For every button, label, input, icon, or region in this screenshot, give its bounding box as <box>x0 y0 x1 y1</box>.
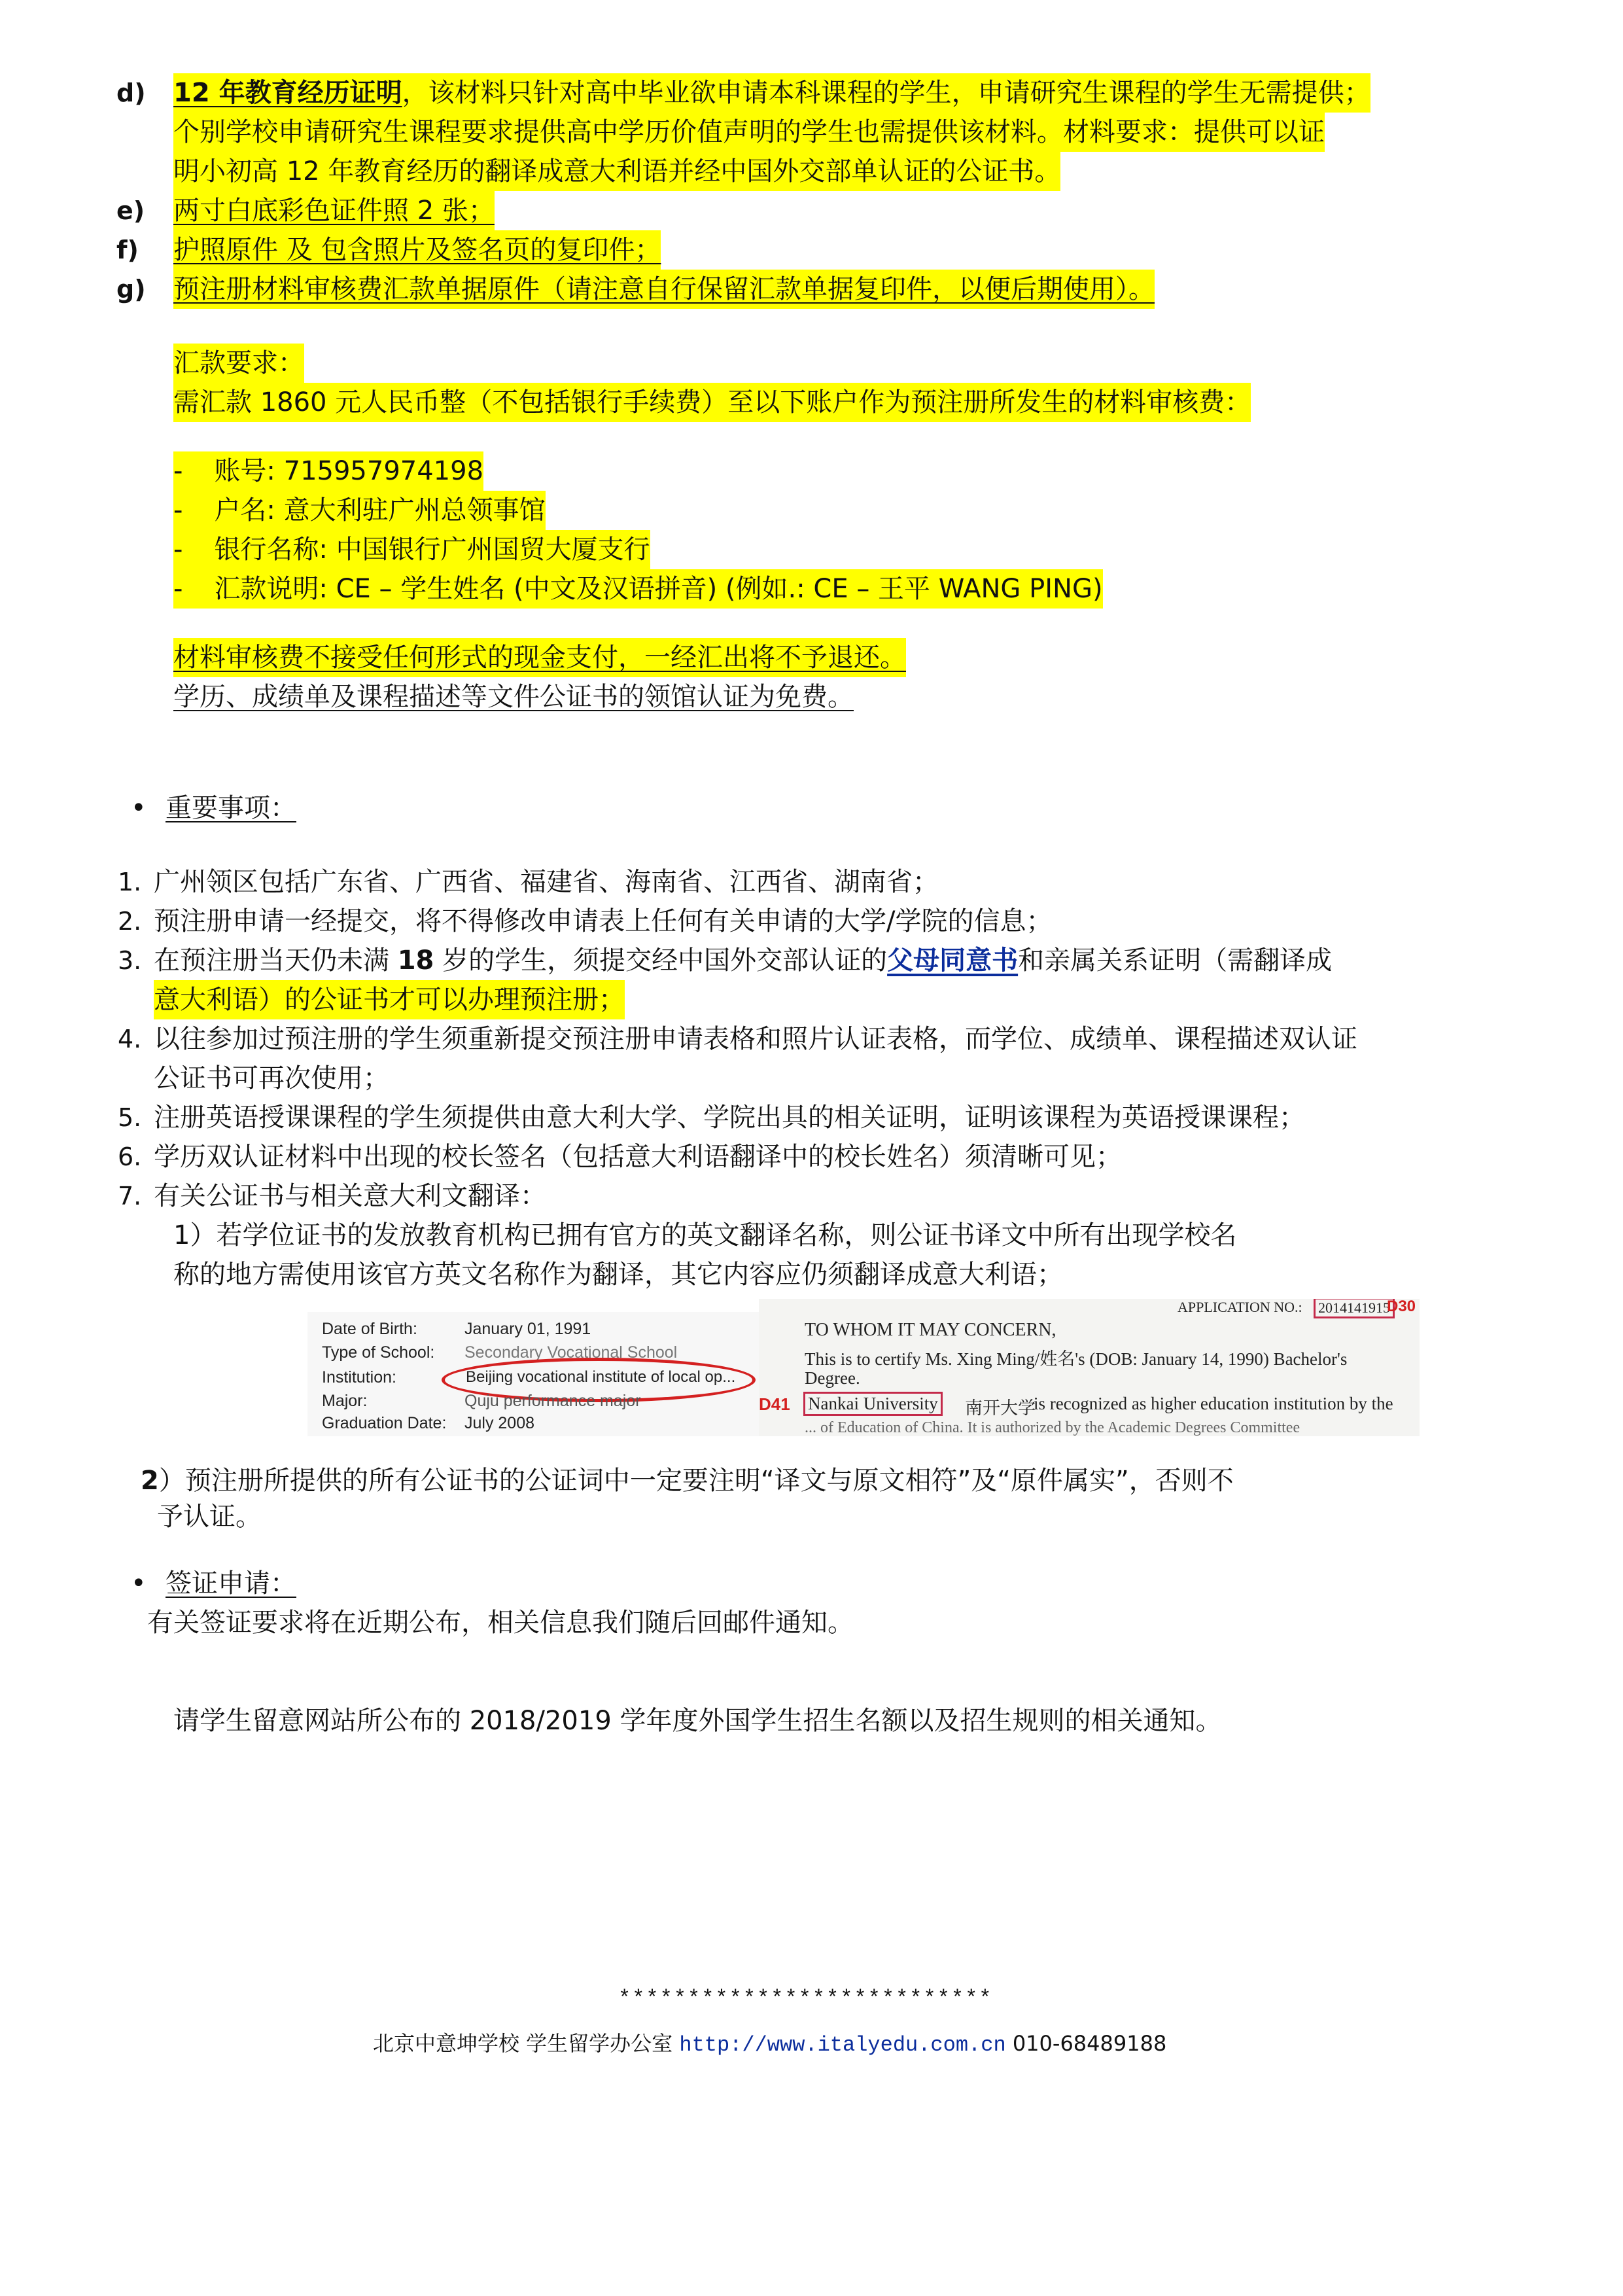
important-item-7: 有关公证书与相关意大利文翻译： <box>154 1181 546 1211</box>
important-sub1-line1: 1）若学位证书的发放教育机构已拥有官方的英文翻译名称，则公证书译文中所有出现学校名 <box>173 1220 1237 1250</box>
remit-desc: 需汇款 1860 元人民币整（不包括银行手续费）至以下账户作为预注册所发生的材料审核费： <box>173 383 1251 422</box>
footer-phone: 010-68489188 <box>1005 2031 1167 2056</box>
important-item-4: 以往参加过预注册的学生须重新提交预注册申请表格和照片认证表格，而学位、成绩单、课程描述双认证 <box>154 1024 1357 1054</box>
university-name-box: Nankai University <box>803 1392 943 1416</box>
visa-text: 有关签证要求将在近期公布，相关信息我们随后回邮件通知。 <box>147 1608 854 1638</box>
website-link[interactable]: http://www.italyedu.com.cn <box>679 2033 1006 2057</box>
footer-contact <box>373 2027 1166 2057</box>
item-d-line3: 明小初高 12 年教育经历的翻译成意大利语并经中国外交部单认证的公证书。 <box>173 152 1060 191</box>
bullet-icon: • <box>131 1568 147 1598</box>
important-item-4-line2: 公证书可再次使用； <box>154 1063 389 1093</box>
item-g-label: g) <box>116 275 146 304</box>
remit-title: 汇款要求： <box>173 344 304 383</box>
important-item-3-line2: 意大利语）的公证书才可以办理预注册； <box>154 980 625 1019</box>
item-f-label: f) <box>116 236 139 264</box>
code-d30: D30 <box>1387 1299 1416 1315</box>
item-f-text: 护照原件 及 包含照片及签名页的复印件； <box>173 230 661 270</box>
remit-no-cash-note: 材料审核费不接受任何形式的现金支付，一经汇出将不予退还。 <box>173 638 906 677</box>
footer-divider: *************************** <box>618 1987 993 2011</box>
item-d-line2: 个别学校申请研究生课程要求提供高中学历价值声明的学生也需提供该材料。材料要求：提供可以证 <box>173 113 1325 152</box>
important-item-6: 学历双认证材料中出现的校长签名（包括意大利语翻译中的校长姓名）须清晰可见； <box>154 1142 1122 1172</box>
item-e-text: 两寸白底彩色证件照 2 张； <box>173 191 495 230</box>
parent-consent-link[interactable]: 父母同意书 <box>887 945 1019 976</box>
important-sub2-line2: 予认证。 <box>157 1502 262 1532</box>
remit-item-holder: - 户名: 意大利驻广州总领事馆 <box>173 491 546 530</box>
bullet-icon: • <box>131 793 147 823</box>
code-d41: D41 <box>759 1394 790 1414</box>
remit-item-note: - 汇款说明: CE – 学生姓名 (中文及汉语拼音) (例如.: CE – 王平 WANG PING) <box>173 569 1103 609</box>
important-item-5: 注册英语授课课程的学生须提供由意大利大学、学院出具的相关证明，证明该课程为英语授课课程； <box>154 1103 1305 1133</box>
footer-org: 北京中意坤学校 学生留学办公室 <box>373 2031 680 2056</box>
remit-free-note: 学历、成绩单及课程描述等文件公证书的领馆认证为免费。 <box>173 682 854 712</box>
item-d-line1: 12 年教育经历证明，该材料只针对高中毕业欲申请本科课程的学生，申请研究生课程的学生无需提供； <box>173 73 1370 113</box>
example-certificate-right: APPLICATION NO.: 2014141915 D30 TO WHOM IT MAY CONCERN, This is to certify Ms. Xing Ming/姓名's (DOB: January 14, 1990) Bachelor's Degree. D41 Nankai University 南开大学 is recognized as higher education institution by the ... of Education of China. It is authorized by the Academic Degrees Committee <box>759 1299 1420 1436</box>
important-item-2: 预注册申请一经提交，将不得修改申请表上任何有关申请的大学/学院的信息； <box>154 906 1053 936</box>
item-d-title: 12 年教育经历证明 <box>173 78 402 108</box>
remit-item-bank: - 银行名称: 中国银行广州国贸大厦支行 <box>173 530 650 569</box>
important-sub2-line1: 2）预注册所提供的所有公证书的公证词中一定要注明“译文与原文相符”及“原件属实”，否则不 <box>141 1466 1234 1496</box>
item-e-label: e) <box>116 196 145 225</box>
enrollment-notice: 请学生留意网站所公布的 2018/2019 学年度外国学生招生名额以及招生规则的相关通知。 <box>173 1706 1222 1736</box>
remit-item-account: - 账号: 715957974198 <box>173 451 483 491</box>
important-sub1-line2: 称的地方需使用该官方英文名称作为翻译，其它内容应仍须翻译成意大利语； <box>173 1260 1063 1290</box>
example-certificate-left: Date of Birth: January 01, 1991 Type of School: Secondary Vocational School Institution: Beijing vocational institute of local op... Major: Quju performance major Graduation Date: July 2008 <box>307 1312 759 1436</box>
item-g-text: 预注册材料审核费汇款单据原件（请注意自行保留汇款单据复印件，以便后期使用）。 <box>173 270 1155 309</box>
item-d-label: d) <box>116 79 146 107</box>
important-item-1: 广州领区包括广东省、广西省、福建省、海南省、江西省、湖南省； <box>154 867 939 897</box>
